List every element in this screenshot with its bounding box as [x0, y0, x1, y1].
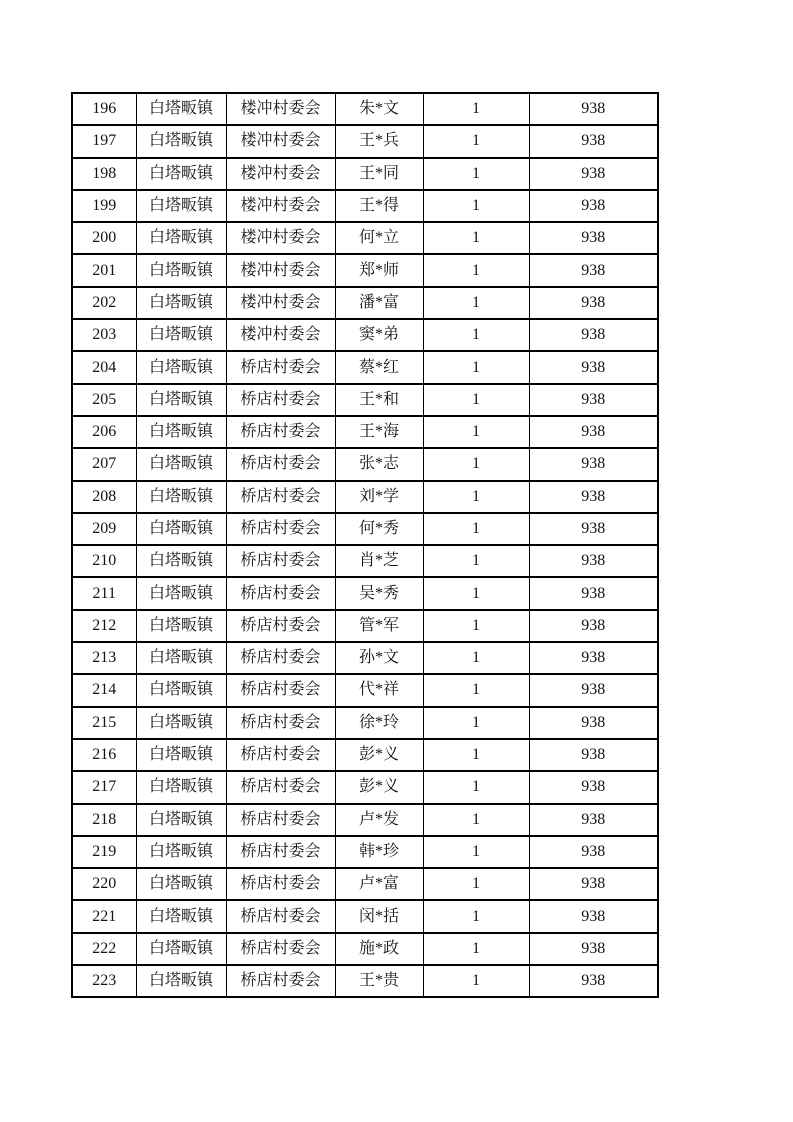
cell-count: 1: [423, 158, 529, 190]
cell-village-committee: 楼冲村委会: [226, 158, 335, 190]
cell-village-committee: 楼冲村委会: [226, 287, 335, 319]
cell-person-name: 窦*弟: [335, 319, 423, 351]
cell-town-name: 白塔畈镇: [136, 287, 226, 319]
cell-town-name: 白塔畈镇: [136, 836, 226, 868]
cell-count: 1: [423, 771, 529, 803]
cell-amount: 938: [529, 416, 658, 448]
cell-serial-number: 219: [72, 836, 136, 868]
cell-count: 1: [423, 577, 529, 609]
roster-table: [71, 92, 659, 998]
table-row: [72, 416, 658, 448]
cell-town-name: 白塔畈镇: [136, 965, 226, 997]
table-row: [72, 545, 658, 577]
cell-amount: 938: [529, 804, 658, 836]
cell-amount: 938: [529, 222, 658, 254]
cell-town-name: 白塔畈镇: [136, 804, 226, 836]
cell-person-name: 管*军: [335, 610, 423, 642]
cell-village-committee: 桥店村委会: [226, 771, 335, 803]
table-row: [72, 642, 658, 674]
cell-person-name: 王*同: [335, 158, 423, 190]
cell-person-name: 何*立: [335, 222, 423, 254]
cell-village-committee: 桥店村委会: [226, 836, 335, 868]
cell-amount: 938: [529, 965, 658, 997]
cell-serial-number: 210: [72, 545, 136, 577]
table-row: [72, 739, 658, 771]
cell-village-committee: 楼冲村委会: [226, 190, 335, 222]
cell-serial-number: 211: [72, 577, 136, 609]
cell-count: 1: [423, 545, 529, 577]
cell-person-name: 吴*秀: [335, 577, 423, 609]
cell-count: 1: [423, 804, 529, 836]
table-row: [72, 577, 658, 609]
cell-person-name: 潘*富: [335, 287, 423, 319]
table-row: [72, 125, 658, 157]
cell-person-name: 王*海: [335, 416, 423, 448]
cell-count: 1: [423, 610, 529, 642]
cell-village-committee: 桥店村委会: [226, 513, 335, 545]
cell-village-committee: 桥店村委会: [226, 739, 335, 771]
cell-person-name: 孙*文: [335, 642, 423, 674]
table-row: [72, 222, 658, 254]
cell-person-name: 蔡*红: [335, 351, 423, 383]
cell-amount: 938: [529, 287, 658, 319]
cell-serial-number: 217: [72, 771, 136, 803]
cell-serial-number: 206: [72, 416, 136, 448]
cell-town-name: 白塔畈镇: [136, 125, 226, 157]
table-row: [72, 707, 658, 739]
cell-amount: 938: [529, 125, 658, 157]
cell-serial-number: 208: [72, 481, 136, 513]
cell-serial-number: 212: [72, 610, 136, 642]
cell-amount: 938: [529, 868, 658, 900]
cell-count: 1: [423, 513, 529, 545]
cell-serial-number: 196: [72, 93, 136, 125]
table-row: [72, 254, 658, 286]
cell-town-name: 白塔畈镇: [136, 642, 226, 674]
cell-amount: 938: [529, 190, 658, 222]
cell-amount: 938: [529, 707, 658, 739]
cell-village-committee: 桥店村委会: [226, 674, 335, 706]
cell-town-name: 白塔畈镇: [136, 868, 226, 900]
table-row: [72, 481, 658, 513]
table-row: [72, 384, 658, 416]
cell-amount: 938: [529, 93, 658, 125]
cell-serial-number: 202: [72, 287, 136, 319]
cell-village-committee: 桥店村委会: [226, 384, 335, 416]
cell-count: 1: [423, 707, 529, 739]
cell-person-name: 王*兵: [335, 125, 423, 157]
cell-village-committee: 桥店村委会: [226, 416, 335, 448]
cell-count: 1: [423, 933, 529, 965]
cell-town-name: 白塔畈镇: [136, 674, 226, 706]
cell-amount: 938: [529, 836, 658, 868]
cell-serial-number: 199: [72, 190, 136, 222]
cell-amount: 938: [529, 254, 658, 286]
cell-town-name: 白塔畈镇: [136, 416, 226, 448]
table-row: [72, 319, 658, 351]
cell-amount: 938: [529, 933, 658, 965]
table-row: [72, 933, 658, 965]
cell-count: 1: [423, 739, 529, 771]
cell-town-name: 白塔畈镇: [136, 610, 226, 642]
cell-count: 1: [423, 93, 529, 125]
cell-person-name: 彭*义: [335, 739, 423, 771]
table-row: [72, 868, 658, 900]
table-row: [72, 965, 658, 997]
cell-serial-number: 205: [72, 384, 136, 416]
cell-town-name: 白塔畈镇: [136, 739, 226, 771]
cell-town-name: 白塔畈镇: [136, 254, 226, 286]
cell-serial-number: 204: [72, 351, 136, 383]
cell-serial-number: 216: [72, 739, 136, 771]
cell-count: 1: [423, 416, 529, 448]
cell-person-name: 施*政: [335, 933, 423, 965]
table-row: [72, 93, 658, 125]
cell-count: 1: [423, 384, 529, 416]
cell-amount: 938: [529, 319, 658, 351]
cell-amount: 938: [529, 610, 658, 642]
cell-village-committee: 桥店村委会: [226, 610, 335, 642]
cell-serial-number: 222: [72, 933, 136, 965]
cell-serial-number: 215: [72, 707, 136, 739]
cell-amount: 938: [529, 448, 658, 480]
cell-amount: 938: [529, 674, 658, 706]
cell-person-name: 王*得: [335, 190, 423, 222]
cell-count: 1: [423, 965, 529, 997]
cell-amount: 938: [529, 513, 658, 545]
cell-town-name: 白塔畈镇: [136, 933, 226, 965]
cell-count: 1: [423, 351, 529, 383]
cell-town-name: 白塔畈镇: [136, 93, 226, 125]
cell-person-name: 徐*玲: [335, 707, 423, 739]
cell-serial-number: 218: [72, 804, 136, 836]
roster-table-body: [72, 93, 658, 997]
cell-count: 1: [423, 642, 529, 674]
cell-town-name: 白塔畈镇: [136, 448, 226, 480]
cell-village-committee: 桥店村委会: [226, 642, 335, 674]
cell-village-committee: 桥店村委会: [226, 900, 335, 932]
cell-village-committee: 桥店村委会: [226, 545, 335, 577]
cell-person-name: 朱*文: [335, 93, 423, 125]
cell-town-name: 白塔畈镇: [136, 158, 226, 190]
cell-town-name: 白塔畈镇: [136, 384, 226, 416]
cell-amount: 938: [529, 642, 658, 674]
cell-person-name: 张*志: [335, 448, 423, 480]
cell-town-name: 白塔畈镇: [136, 900, 226, 932]
table-row: [72, 771, 658, 803]
cell-serial-number: 207: [72, 448, 136, 480]
cell-serial-number: 223: [72, 965, 136, 997]
cell-count: 1: [423, 900, 529, 932]
cell-village-committee: 桥店村委会: [226, 577, 335, 609]
cell-amount: 938: [529, 577, 658, 609]
cell-village-committee: 楼冲村委会: [226, 222, 335, 254]
cell-village-committee: 桥店村委会: [226, 351, 335, 383]
cell-village-committee: 楼冲村委会: [226, 93, 335, 125]
cell-count: 1: [423, 254, 529, 286]
cell-amount: 938: [529, 384, 658, 416]
cell-serial-number: 198: [72, 158, 136, 190]
cell-person-name: 王*贵: [335, 965, 423, 997]
table-row: [72, 674, 658, 706]
cell-serial-number: 209: [72, 513, 136, 545]
cell-town-name: 白塔畈镇: [136, 222, 226, 254]
cell-person-name: 韩*珍: [335, 836, 423, 868]
cell-count: 1: [423, 222, 529, 254]
cell-person-name: 郑*师: [335, 254, 423, 286]
cell-serial-number: 221: [72, 900, 136, 932]
cell-count: 1: [423, 868, 529, 900]
cell-town-name: 白塔畈镇: [136, 577, 226, 609]
cell-person-name: 肖*芝: [335, 545, 423, 577]
cell-count: 1: [423, 674, 529, 706]
cell-town-name: 白塔畈镇: [136, 771, 226, 803]
cell-count: 1: [423, 836, 529, 868]
cell-count: 1: [423, 481, 529, 513]
table-row: [72, 158, 658, 190]
cell-town-name: 白塔畈镇: [136, 707, 226, 739]
cell-serial-number: 214: [72, 674, 136, 706]
table-row: [72, 287, 658, 319]
cell-amount: 938: [529, 545, 658, 577]
cell-serial-number: 197: [72, 125, 136, 157]
cell-person-name: 刘*学: [335, 481, 423, 513]
cell-town-name: 白塔畈镇: [136, 190, 226, 222]
table-row: [72, 190, 658, 222]
cell-town-name: 白塔畈镇: [136, 545, 226, 577]
cell-count: 1: [423, 190, 529, 222]
cell-town-name: 白塔畈镇: [136, 351, 226, 383]
table-row: [72, 351, 658, 383]
cell-person-name: 代*祥: [335, 674, 423, 706]
cell-person-name: 卢*发: [335, 804, 423, 836]
cell-town-name: 白塔畈镇: [136, 319, 226, 351]
cell-person-name: 彭*义: [335, 771, 423, 803]
cell-count: 1: [423, 448, 529, 480]
cell-town-name: 白塔畈镇: [136, 513, 226, 545]
table-row: [72, 448, 658, 480]
cell-village-committee: 楼冲村委会: [226, 125, 335, 157]
cell-village-committee: 桥店村委会: [226, 868, 335, 900]
cell-person-name: 何*秀: [335, 513, 423, 545]
cell-village-committee: 楼冲村委会: [226, 319, 335, 351]
table-row: [72, 513, 658, 545]
cell-serial-number: 203: [72, 319, 136, 351]
cell-amount: 938: [529, 158, 658, 190]
cell-village-committee: 桥店村委会: [226, 933, 335, 965]
cell-amount: 938: [529, 351, 658, 383]
cell-village-committee: 桥店村委会: [226, 448, 335, 480]
cell-count: 1: [423, 287, 529, 319]
table-row: [72, 836, 658, 868]
cell-village-committee: 桥店村委会: [226, 481, 335, 513]
cell-serial-number: 201: [72, 254, 136, 286]
cell-town-name: 白塔畈镇: [136, 481, 226, 513]
cell-amount: 938: [529, 481, 658, 513]
cell-amount: 938: [529, 900, 658, 932]
cell-village-committee: 楼冲村委会: [226, 254, 335, 286]
table-row: [72, 900, 658, 932]
cell-village-committee: 桥店村委会: [226, 965, 335, 997]
table-row: [72, 610, 658, 642]
cell-village-committee: 桥店村委会: [226, 707, 335, 739]
cell-amount: 938: [529, 771, 658, 803]
cell-count: 1: [423, 125, 529, 157]
cell-serial-number: 200: [72, 222, 136, 254]
cell-serial-number: 213: [72, 642, 136, 674]
cell-person-name: 卢*富: [335, 868, 423, 900]
cell-village-committee: 桥店村委会: [226, 804, 335, 836]
cell-count: 1: [423, 319, 529, 351]
cell-person-name: 王*和: [335, 384, 423, 416]
table-row: [72, 804, 658, 836]
cell-serial-number: 220: [72, 868, 136, 900]
cell-amount: 938: [529, 739, 658, 771]
cell-person-name: 闵*括: [335, 900, 423, 932]
